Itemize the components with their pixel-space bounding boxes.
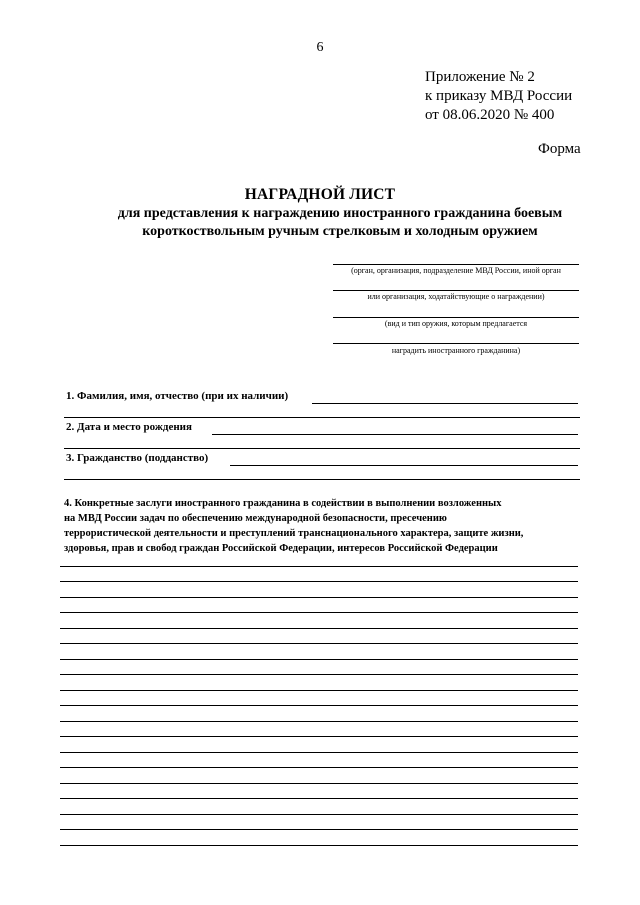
birth-field-line-2[interactable]	[64, 448, 580, 449]
appendix-line-3: от 08.06.2020 № 400	[425, 107, 555, 123]
citizenship-label: 3. Гражданство (подданство)	[66, 452, 209, 464]
answer-line[interactable]	[60, 829, 578, 830]
merits-line-1: 4. Конкретные заслуги иностранного гражданина в содействии в выполнении возложенных	[64, 498, 502, 509]
weapon-hint-2: наградить иностранного гражданина)	[391, 346, 521, 355]
answer-line[interactable]	[60, 845, 578, 846]
organ-blank-line-2[interactable]	[333, 290, 579, 291]
subtitle-line-1: для представления к награждению иностранного гражданина боевым	[117, 206, 563, 221]
weapon-hint-1: (вид и тип оружия, которым предлагается	[384, 319, 528, 328]
appendix-line-2: к приказу МВД России	[425, 88, 573, 104]
answer-line[interactable]	[60, 721, 578, 722]
answer-line[interactable]	[60, 752, 578, 753]
birth-field[interactable]	[212, 434, 578, 435]
appendix-header	[425, 68, 572, 125]
full-name-label: 1. Фамилия, имя, отчество (при их наличии)	[66, 390, 289, 402]
merits-text	[64, 496, 572, 556]
answer-line[interactable]	[60, 690, 578, 691]
full-name-field-line-2[interactable]	[64, 417, 580, 418]
answer-line[interactable]	[60, 674, 578, 675]
birth-label: 2. Дата и место рождения	[66, 421, 192, 433]
answer-line[interactable]	[60, 643, 578, 644]
answer-line[interactable]	[60, 581, 578, 582]
subtitle-line-2: короткоствольным ручным стрелковым и холодным оружием	[142, 224, 538, 239]
answer-line[interactable]	[60, 566, 578, 567]
weapon-blank-line[interactable]	[333, 317, 579, 318]
organ-blank-line[interactable]	[333, 264, 579, 265]
answer-line[interactable]	[60, 814, 578, 815]
appendix-line-1: Приложение № 2	[425, 69, 535, 85]
answer-line[interactable]	[60, 705, 578, 706]
answer-line[interactable]	[60, 736, 578, 737]
merits-line-2: на МВД России задач по обеспечению международной безопасности, пресечению	[64, 513, 447, 524]
merits-line-3: террористической деятельности и преступлений транснационального характера, защите жизни,	[64, 528, 524, 539]
organ-hint-2: или организация, ходатайствующие о награждении)	[367, 292, 545, 301]
answer-line[interactable]	[60, 597, 578, 598]
document-title: НАГРАДНОЙ ЛИСТ	[244, 186, 396, 203]
organ-hint-1: (орган, организация, подразделение МВД России, иной орган	[351, 266, 561, 275]
citizenship-field-line-2[interactable]	[64, 479, 580, 480]
citizenship-field[interactable]	[230, 465, 578, 466]
weapon-blank-line-2[interactable]	[333, 343, 579, 344]
answer-line[interactable]	[60, 798, 578, 799]
answer-line[interactable]	[60, 612, 578, 613]
answer-line[interactable]	[60, 783, 578, 784]
form-label: Форма	[538, 141, 581, 157]
answer-line[interactable]	[60, 767, 578, 768]
merits-line-4: здоровья, прав и свобод граждан Российской Федерации, интересов Российской Федерации	[64, 543, 498, 554]
full-name-field[interactable]	[312, 403, 578, 404]
document-subtitle	[80, 205, 600, 241]
answer-line[interactable]	[60, 628, 578, 629]
answer-line[interactable]	[60, 659, 578, 660]
page-number: 6	[316, 40, 324, 55]
